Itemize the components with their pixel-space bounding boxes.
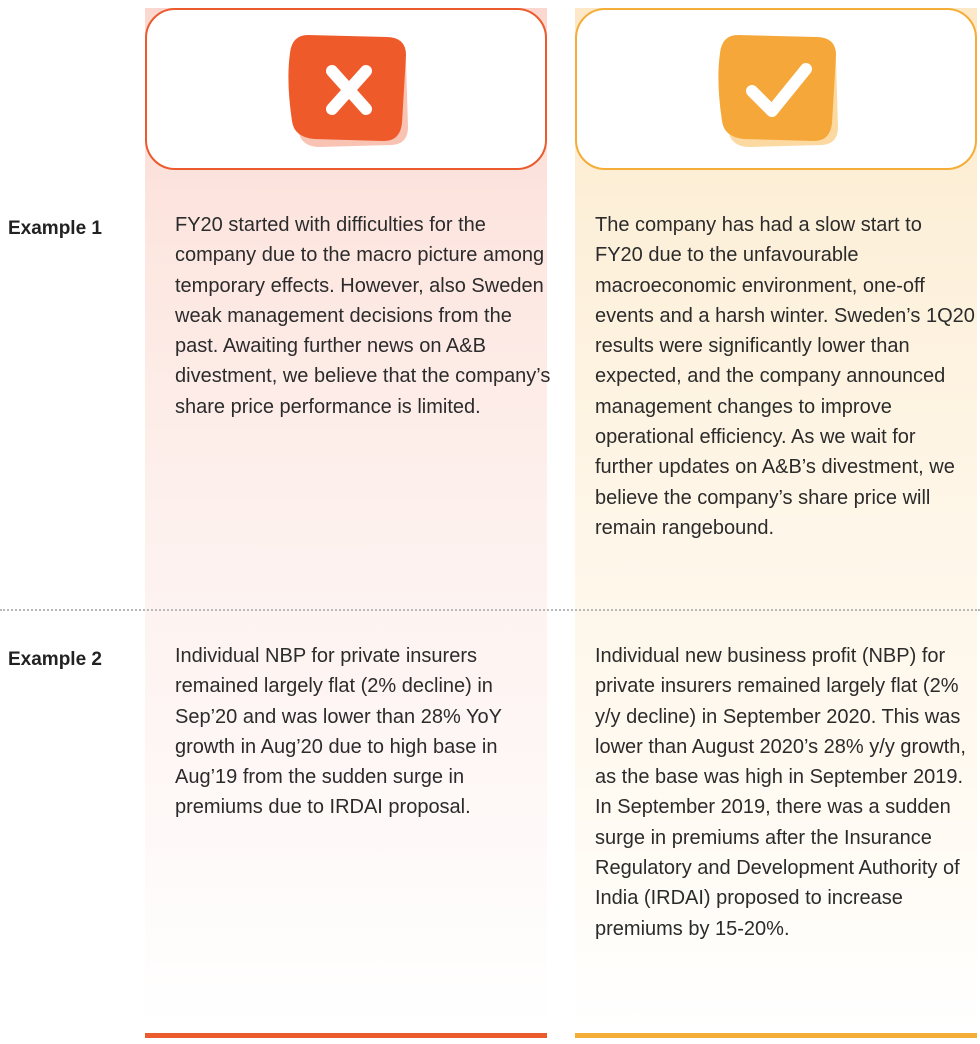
good-example-1-text: The company has had a slow start to FY20 due to the unfavourable macroeconomic environment, one-off events and a harsh winter. Sweden’s 1Q20 results were significantly lower than expected, and the company announced management changes to improve operational efficiency. As we wait for further updates on A&B’s divestment, we believe the company’s share price will remain rangebound. (595, 214, 975, 539)
bad-header-card (145, 8, 547, 170)
row-label-example-1: Example 1 (8, 218, 102, 239)
good-example-2-text: Individual new business profit (NBP) for private insurers remained largely flat (2% y/y decline) in September 2020. This was lower than August 2020’s 28% y/y growth, as the base was high in September 2019. In September 2019, there was a sudden surge in premiums after the Insurance Regulatory and Development Authority of India (IRDAI) proposed to increase premiums by 15-20%. (595, 645, 966, 940)
bad-example-1-text: FY20 started with difficulties for the company due to the macro picture among temporary effects. However, also Sweden weak management decisions from the past. Awaiting further news on A&B divestment, we believe that the company’s share price performance is limited. (175, 214, 551, 418)
good-column-underline (575, 1033, 977, 1038)
bad-column-underline (145, 1033, 547, 1038)
bad-example-column (145, 8, 547, 1038)
bad-example-2-text: Individual NBP for private insurers remained largely flat (2% decline) in Sep’20 and was lower than 28% YoY growth in Aug’20 due to high base in Aug’19 from the sudden surge in premiums due to IRDAI proposal. (175, 645, 502, 819)
cross-icon (280, 35, 416, 151)
good-header-card (575, 8, 977, 170)
row-label-example-2: Example 2 (8, 649, 102, 670)
row-divider (0, 609, 980, 611)
check-icon (710, 35, 846, 151)
